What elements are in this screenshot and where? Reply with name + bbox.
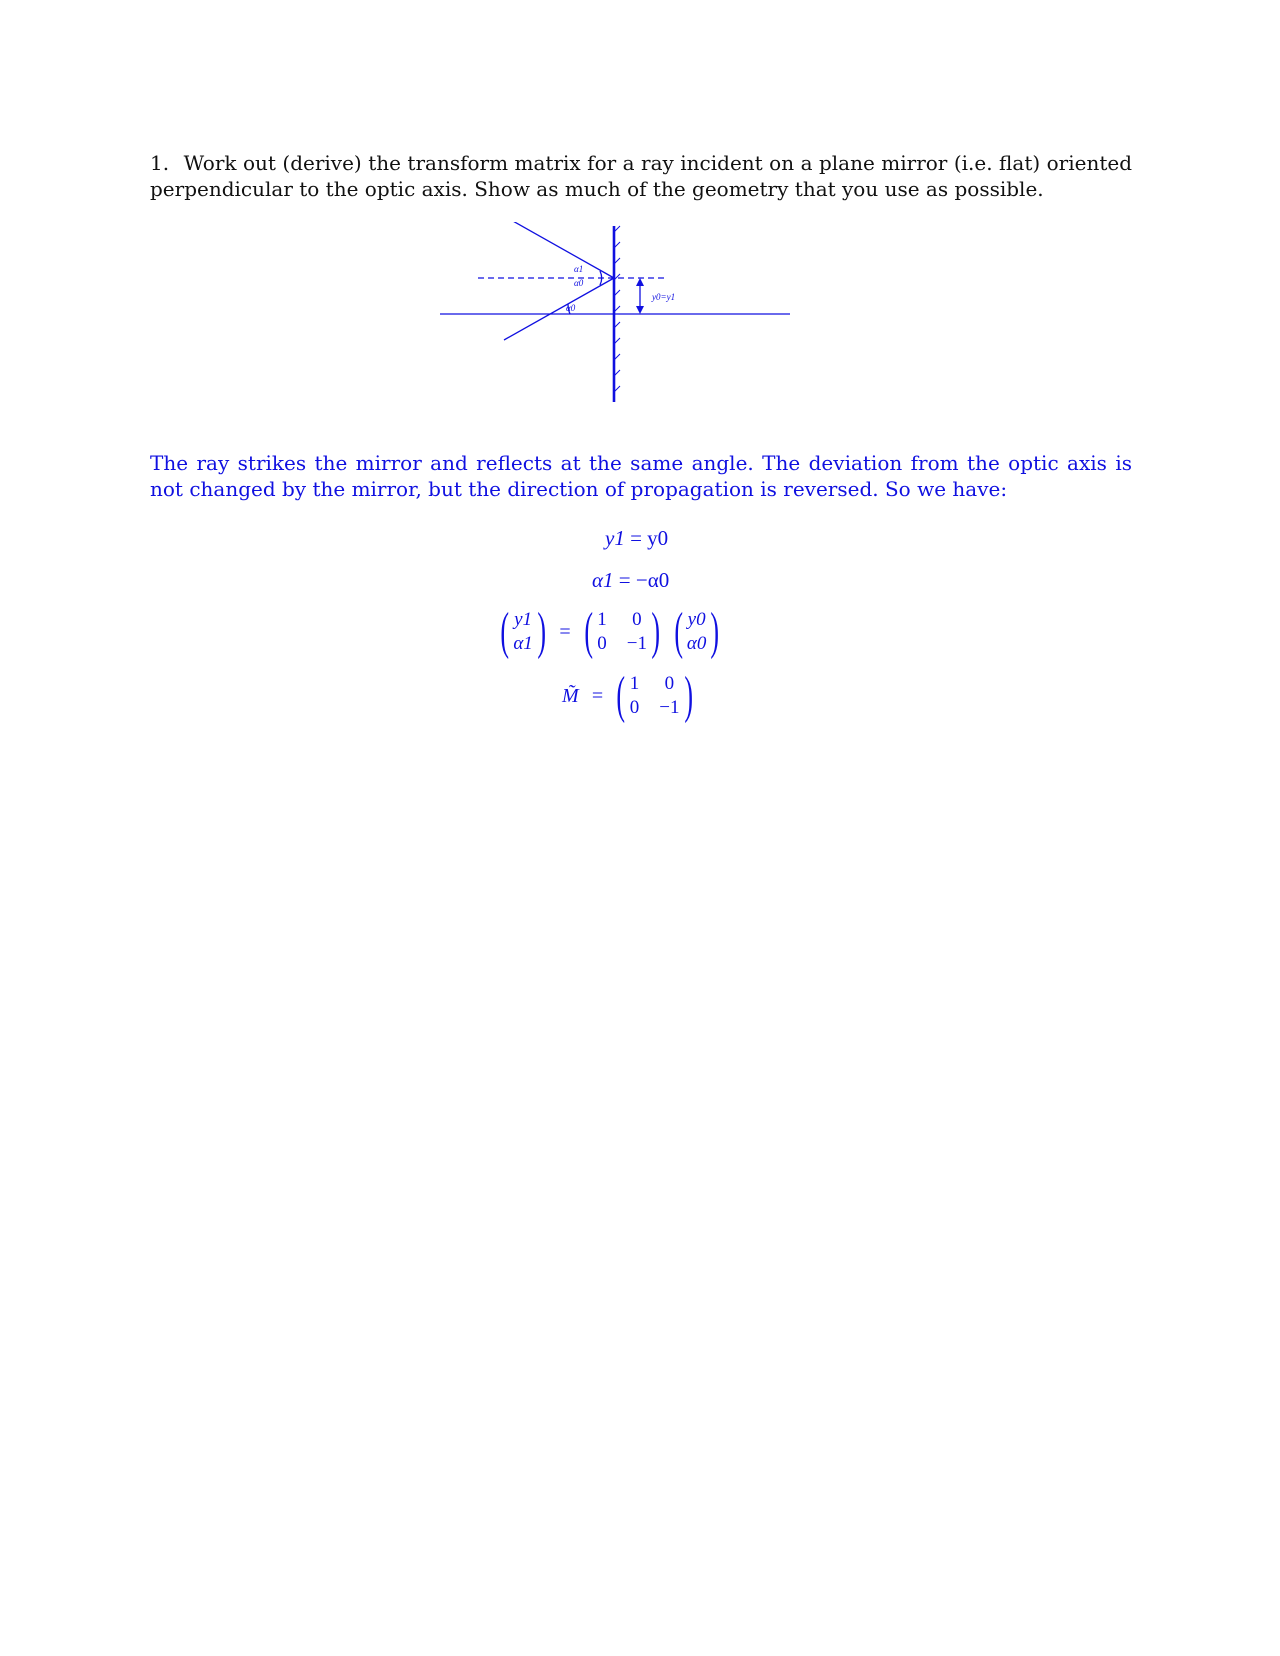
- eq1-lhs: y1: [605, 526, 625, 550]
- matrix-equation: [496, 603, 724, 660]
- height-arrow-head-up: [636, 278, 644, 286]
- equation-alpha: [592, 568, 669, 593]
- m-matrix-cell: 0: [629, 697, 640, 718]
- m-matrix-cell: 1: [629, 673, 640, 694]
- label-alpha0-upper: α0: [574, 278, 584, 288]
- reflected-ray: [504, 222, 614, 278]
- eq2-lhs: α1: [592, 568, 614, 592]
- height-arrow-head-down: [636, 306, 644, 314]
- answer-paragraph: The ray strikes the mirror and reflects at the same angle. The deviation from the optic axis is not changed by the mirror, but the direction of propagation is reversed. So we have:: [150, 451, 1132, 501]
- vec-in-0: y0: [687, 609, 706, 630]
- label-height: y0=y1: [652, 292, 676, 302]
- m-matrix-cell: 0: [664, 673, 675, 694]
- input-vector: ( y0 α0 ): [673, 603, 720, 660]
- question-number: 1.: [150, 151, 170, 175]
- matrix-cell: 0: [597, 633, 607, 654]
- eq1-rhs: = y0: [630, 526, 669, 550]
- vec-in-1: α0: [686, 633, 707, 654]
- matrix-equals: =: [559, 620, 571, 643]
- output-vector: ( y1 α1 ): [500, 603, 546, 660]
- equation-y: [605, 526, 668, 551]
- label-alpha1: α1: [574, 264, 584, 274]
- eq2-rhs: = −α0: [618, 568, 670, 592]
- vec-out-1: α1: [513, 633, 533, 654]
- incident-ray: [504, 278, 614, 340]
- m-matrix-cell: −1: [659, 697, 680, 718]
- m-symbol: M̃: [562, 684, 579, 707]
- matrix-cell: −1: [626, 633, 647, 654]
- question-paragraph: [150, 150, 1132, 202]
- vec-out-0: y1: [514, 609, 533, 630]
- m-equals: =: [591, 684, 604, 707]
- transfer-matrix: ( 1 0 0 −1 ): [584, 603, 660, 660]
- label-alpha0-lower: α0: [566, 303, 576, 313]
- matrix-cell: 1: [597, 609, 607, 630]
- question-text: Work out (derive) the transform matrix for a ray incident on a plane mirror (i.e. flat) oriented perpendicular to the optic axis. Show as much of the geometry that you use as possible.: [150, 151, 1133, 201]
- mirror-diagram: [440, 222, 800, 407]
- matrix-cell: 0: [632, 609, 642, 630]
- m-matrix: ( 1 0 0 −1 ): [616, 667, 693, 724]
- m-equation: [558, 667, 697, 724]
